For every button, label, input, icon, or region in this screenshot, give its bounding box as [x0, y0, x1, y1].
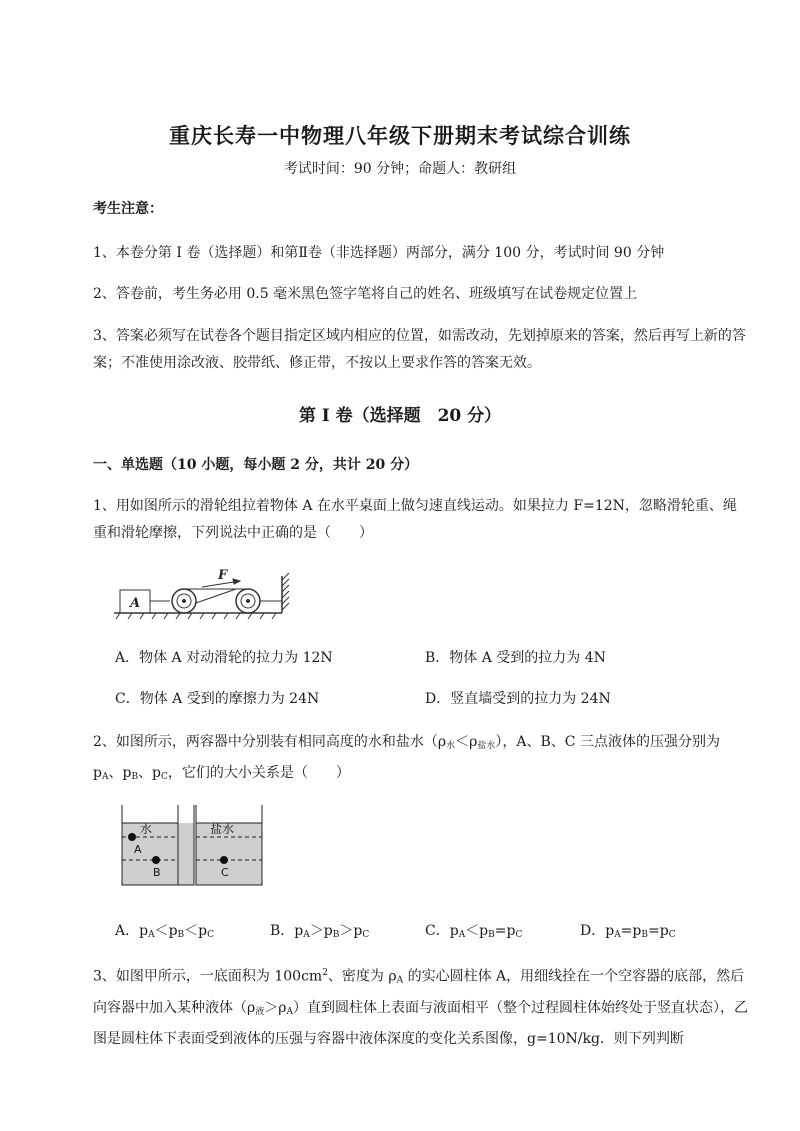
containers-figure	[118, 803, 268, 888]
label-b: B	[153, 866, 161, 879]
section-title: 第 I 卷（选择题 20 分）	[298, 406, 502, 426]
point-c	[220, 856, 228, 864]
force-label: F	[218, 568, 228, 583]
notice-item-1: 1、本卷分第 I 卷（选择题）和第Ⅱ卷（非选择题）两部分，满分 100 分，考试时间 90 分钟	[93, 245, 665, 261]
exam-info: 考试时间：90 分钟；命题人：教研组	[283, 161, 517, 177]
water-label: 水	[140, 822, 153, 836]
question-3-stem: 3、如图甲所示，一底面积为 $100cm^2$、密度为 $\rho_A$ 的实心圆柱体 A，用细线拴在一个空容器的底部，然后向容器中加入某种液体$(\rho_液>\rho_A)$直到圆柱体上表面与液面相平（整个过程圆柱体始终处于竖直状态），乙图是圆柱体下表面受到液体的压强与容器中液体深度的变化关系图像，g=10N/kg．则下列判断	[93, 968, 748, 1047]
q1-option-c[interactable]: C．物体 A 受到的摩擦力为 24N	[115, 691, 320, 707]
notice-item-2: 2、答卷前，考生务必用 0.5 毫米黑色签字笔将自己的姓名、班级填写在试卷规定位置上	[93, 286, 638, 302]
q2-option-a[interactable]: A．$p_A<p_B<p_C$	[115, 923, 215, 940]
q2-option-c[interactable]: C．$p_A<p_B=p_C$	[425, 923, 523, 940]
q1-option-b[interactable]: B．物体 A 受到的拉力为 4N	[425, 650, 606, 666]
point-b	[152, 856, 160, 864]
saltwater-label: 盐水	[210, 822, 235, 836]
notice-item-3: 3、答案必须写在试卷各个题目指定区域内相应的位置，如需改动，先划掉原来的答案，然后再写上新的答案；不准使用涂改液、胶带纸、修正带，不按以上要求作答的答案无效。	[93, 328, 746, 371]
wall-hatch	[282, 573, 289, 610]
question-2-stem: 2、如图所示，两容器中分别装有相同高度的水和盐水$(\rho_水<\rho_{盐水})$，A、B、C 三点液体的压强分别为 $p_A$、$p_B$、$p_C$，它们的大小关系是（ ）	[93, 734, 720, 782]
q2-option-d[interactable]: D．$p_A=p_B=p_C$	[580, 923, 676, 940]
q1-option-a[interactable]: A．物体 A 对动滑轮的拉力为 12N	[115, 650, 333, 666]
q2-option-b[interactable]: B．$p_A>p_B>p_C$	[270, 923, 370, 940]
label-c: C	[221, 866, 229, 879]
rope-diagonal	[196, 589, 236, 603]
label-a: A	[134, 843, 142, 856]
table-hatch	[116, 613, 276, 619]
q1-option-d[interactable]: D．竖直墙受到的拉力为 24N	[425, 691, 611, 707]
block-a-label: A	[130, 596, 141, 611]
point-a	[128, 833, 136, 841]
pulley-figure	[112, 566, 292, 626]
page-title: 重庆长寿一中物理八年级下册期末考试综合训练	[169, 123, 631, 148]
part-title: 一、单选题（10 小题，每小题 2 分，共计 20 分）	[93, 457, 419, 473]
notice-heading: 考生注意：	[93, 201, 163, 217]
question-1-stem: 1、用如图所示的滑轮组拉着物体 A 在水平桌面上做匀速直线运动。如果拉力 F=12N，忽略滑轮重、绳重和滑轮摩擦，下列说法中正确的是（ ）	[93, 498, 737, 541]
